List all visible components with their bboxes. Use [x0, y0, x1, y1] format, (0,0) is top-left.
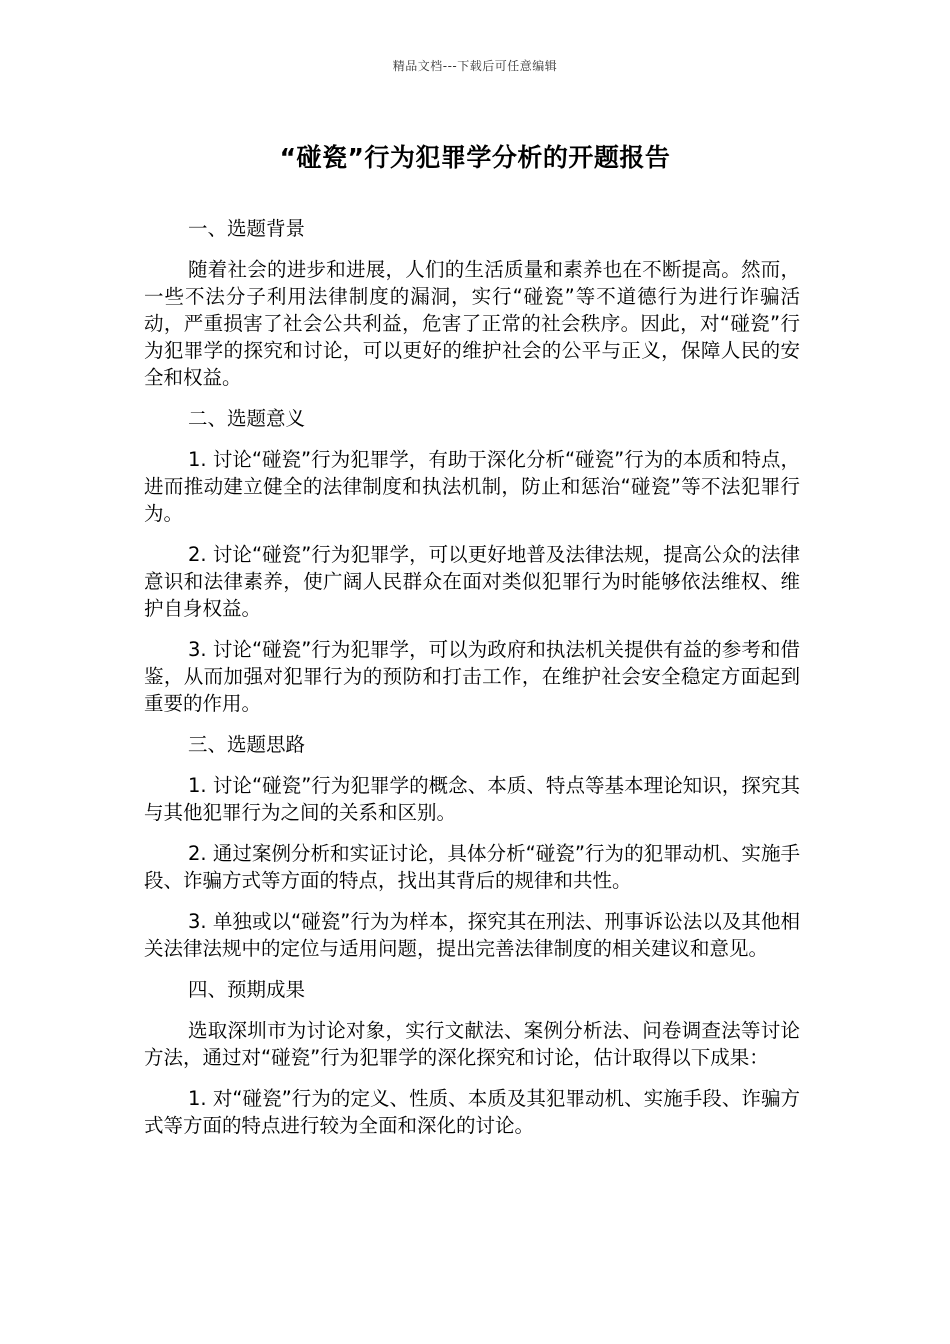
paragraph: 1. 讨论“碰瓷”行为犯罪学，有助于深化分析“碰瓷”行为的本质和特点，进而推动建立健全的法律制度和执法机制，防止和惩治“碰瓷”等不法犯罪行为。: [144, 448, 800, 525]
section-heading-approach: 三、选题思路: [188, 733, 306, 756]
section-heading-significance: 二、选题意义: [188, 407, 306, 430]
paragraph: 1. 对“碰瓷”行为的定义、性质、本质及其犯罪动机、实施手段、诈骗方式等方面的特点进行较为全面和深化的讨论。: [144, 1087, 800, 1137]
paragraph: 随着社会的进步和进展，人们的生活质量和素养也在不断提高。然而，一些不法分子利用法律制度的漏洞，实行“碰瓷”等不道德行为进行诈骗活动，严重损害了社会公共利益，危害了正常的社会秩序。因此，对“碰瓷”行为犯罪学的探究和讨论，可以更好的维护社会的公平与正义，保障人民的安全和权益。: [144, 258, 800, 389]
paragraph: 选取深圳市为讨论对象，实行文献法、案例分析法、问卷调查法等讨论方法，通过对“碰瓷”行为犯罪学的深化探究和讨论，估计取得以下成果：: [144, 1019, 800, 1069]
section-heading-expected-results: 四、预期成果: [188, 978, 306, 1001]
paragraph: 3. 单独或以“碰瓷”行为为样本，探究其在刑法、刑事诉讼法以及其他相关法律法规中的定位与适用问题，提出完善法律制度的相关建议和意见。: [144, 910, 800, 960]
section-heading-background: 一、选题背景: [188, 217, 306, 240]
paragraph: 2. 讨论“碰瓷”行为犯罪学，可以更好地普及法律法规，提高公众的法律意识和法律素养，使广阔人民群众在面对类似犯罪行为时能够依法维权、维护自身权益。: [144, 543, 800, 620]
paragraph: 2. 通过案例分析和实证讨论，具体分析“碰瓷”行为的犯罪动机、实施手段、诈骗方式等方面的特点，找出其背后的规律和共性。: [144, 842, 800, 892]
document-body: [144, 215, 800, 1153]
paragraph: 3. 讨论“碰瓷”行为犯罪学，可以为政府和执法机关提供有益的参考和借鉴，从而加强对犯罪行为的预防和打击工作，在维护社会安全稳定方面起到重要的作用。: [144, 638, 800, 715]
document-title: “碰瓷”行为犯罪学分析的开题报告: [279, 143, 671, 172]
paragraph: 1. 讨论“碰瓷”行为犯罪学的概念、本质、特点等基本理论知识，探究其与其他犯罪行为之间的关系和区别。: [144, 774, 800, 824]
header-note: 精品文档---下载后可任意编辑: [392, 59, 558, 73]
